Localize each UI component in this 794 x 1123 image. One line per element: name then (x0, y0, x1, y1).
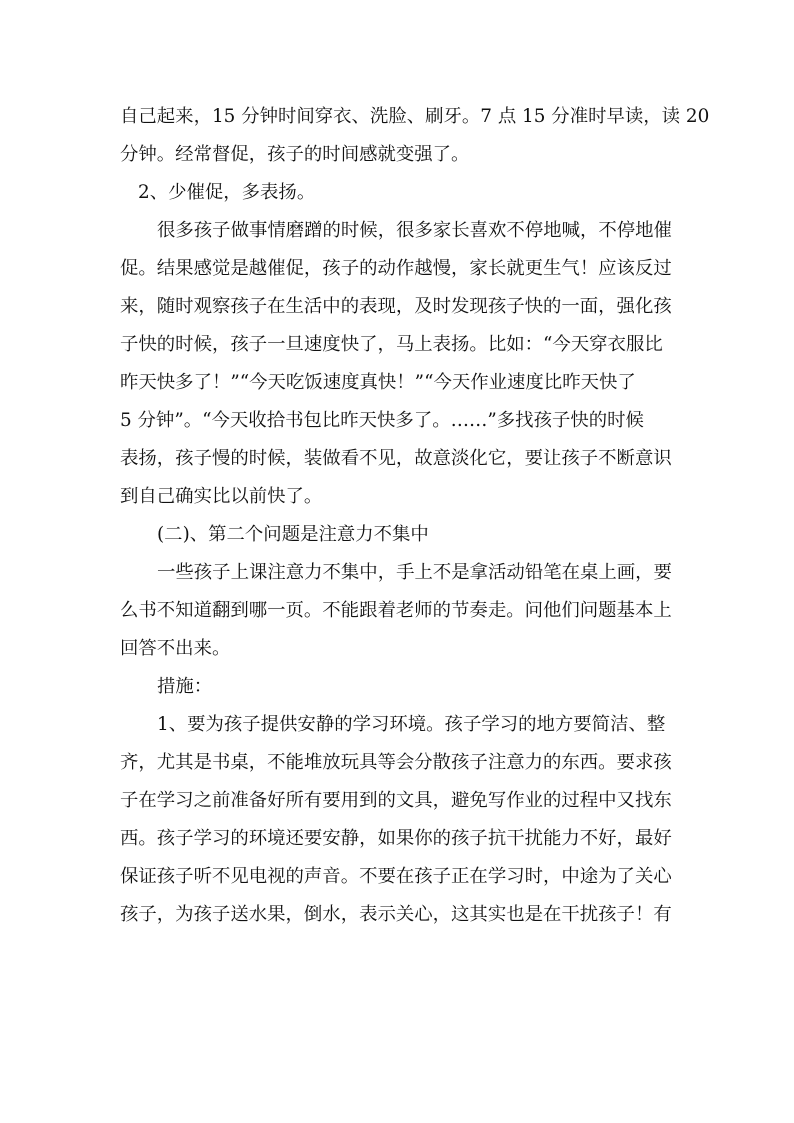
section-heading-less-urging (120, 174, 676, 212)
paragraph-line: 促。结果感觉是越催促，孩子的动作越慢，家长就更生气！应该反过 (120, 258, 672, 279)
paragraph-line: 表扬，孩子慢的时候，装做看不见，故意淡化它，要让孩子不断意识 (120, 448, 672, 469)
paragraph-line: 5 分钟”。“今天收拾书包比昨天快多了。……”多找孩子快的时候 (120, 410, 644, 431)
paragraph-line: 昨天快多了！”“今天吃饭速度真快！”“今天作业速度比昨天快了 (120, 372, 636, 393)
paragraph-line: 自己起来，15 分钟时间穿衣、洗脸、刷牙。7 点 15 分准时早读，读 20 (120, 106, 710, 127)
paragraph-line: 很多孩子做事情磨蹭的时候，很多家长喜欢不停地喊，不停地催 (157, 220, 672, 241)
paragraph-line: 么书不知道翻到哪一页。不能跟着老师的节奏走。问他们问题基本上 (120, 600, 672, 621)
paragraph-line: 保证孩子听不见电视的声音。不要在孩子正在学习时，中途为了关心 (120, 866, 672, 887)
less-urging-paragraph (120, 212, 676, 516)
paragraph-line: 西。孩子学习的环境还要安静，如果你的孩子抗干扰能力不好，最好 (120, 828, 672, 849)
section-heading-line: (二)、第二个问题是注意力不集中 (157, 524, 429, 545)
paragraph-line: 齐，尤其是书桌，不能堆放玩具等会分散孩子注意力的东西。要求孩 (120, 752, 672, 773)
continued-paragraph (120, 98, 710, 174)
paragraph-line: 1、要为孩子提供安静的学习环境。孩子学习的地方要简洁、整 (157, 714, 666, 735)
paragraph-line: 回答不出来。 (120, 638, 231, 659)
attention-problem-paragraph (120, 554, 676, 668)
paragraph-line: 到自己确实比以前快了。 (120, 486, 323, 507)
quiet-environment-paragraph (120, 706, 676, 934)
paragraph-line: 一些孩子上课注意力不集中，手上不是拿活动铅笔在桌上画，要 (157, 562, 672, 583)
document-body (120, 98, 710, 934)
paragraph-line: 来，随时观察孩子在生活中的表现，及时发现孩子快的一面，强化孩 (120, 296, 672, 317)
section-heading-line: 措施： (157, 676, 213, 697)
paragraph-line: 子在学习之前准备好所有要用到的文具，避免写作业的过程中又找东 (120, 790, 672, 811)
measures-heading (120, 668, 676, 706)
attention-problem-heading (120, 516, 676, 554)
paragraph-line: 子快的时候，孩子一旦速度快了，马上表扬。比如：“今天穿衣服比 (120, 334, 663, 355)
section-heading-line: 2、少催促，多表扬。 (138, 182, 316, 203)
paragraph-line: 孩子，为孩子送水果，倒水，表示关心，这其实也是在干扰孩子！有 (120, 904, 672, 925)
paragraph-line: 分钟。经常督促，孩子的时间感就变强了。 (120, 144, 470, 165)
